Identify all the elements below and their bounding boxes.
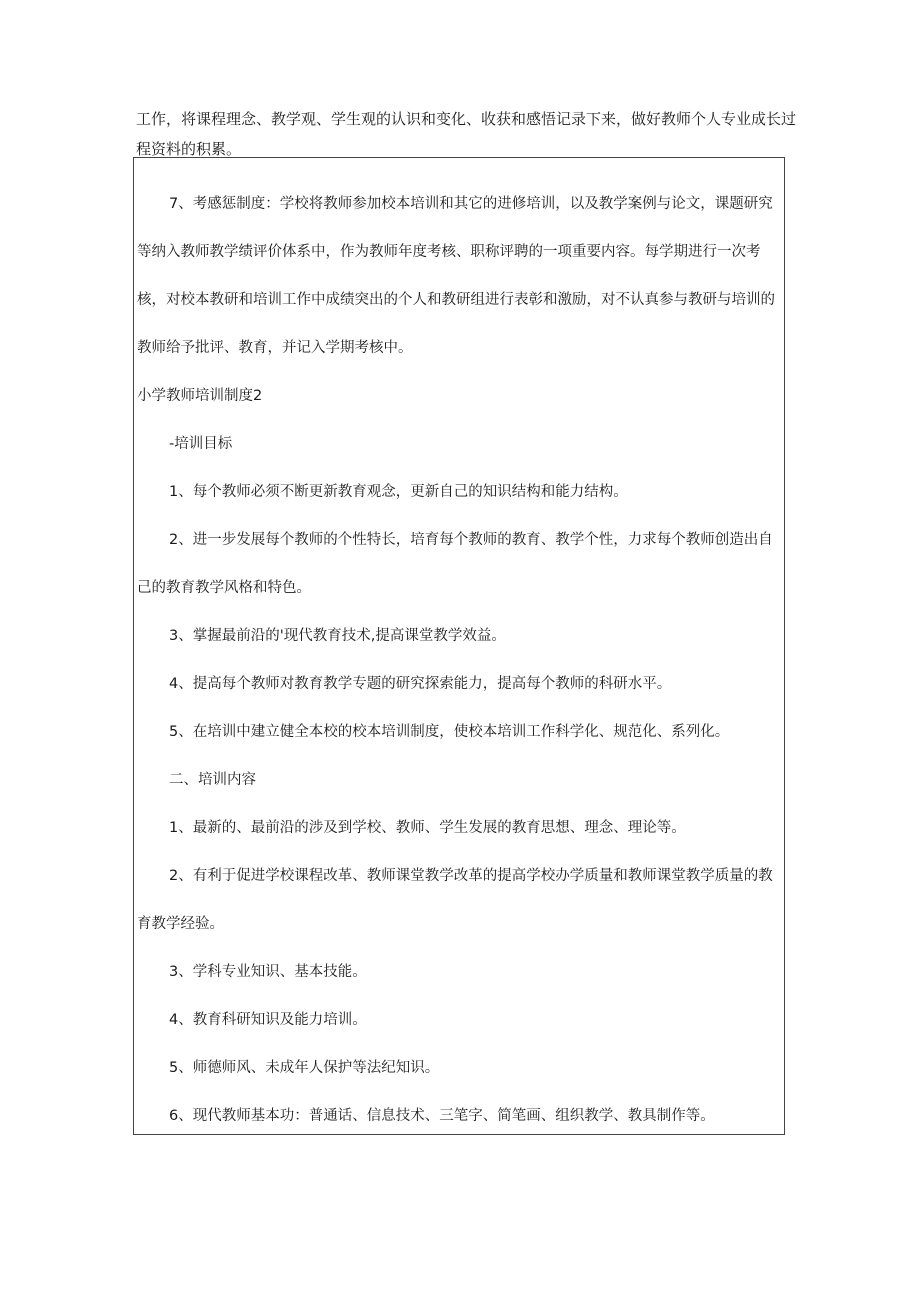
list-item: 2、有利于促进学校课程改革、教师课堂教学改革的提高学校办学质量和教师课堂教学质量的教育教学经验。 <box>137 868 773 932</box>
list-item: 3、学科专业知识、基本技能。 <box>169 964 367 980</box>
content-body <box>137 180 783 1140</box>
section-title: 小学教师培训制度2 <box>137 388 263 404</box>
list-item: 5、师德师风、未成年人保护等法纪知识。 <box>169 1060 440 1076</box>
list-item: 6、现代教师基本功：普通话、信息技术、三笔字、简笔画、组织教学、教具制作等。 <box>169 1108 715 1124</box>
list-item: 5、在培训中建立健全本校的校本培训制度，使校本培训工作科学化、规范化、系列化。 <box>169 724 730 740</box>
list-item: 1、最新的、最前沿的涉及到学校、教师、学生发展的教育思想、理念、理论等。 <box>169 820 686 836</box>
paragraph-assessment-system: 7、考感惩制度：学校将教师参加校本培训和其它的进修培训，以及教学案例与论文，课题研究等纳入教师教学绩评价体系中，作为教师年度考核、职称评聘的一项重要内容。每学期进行一次考核，对校本教研和培训工作中成绩突出的个人和教研组进行表彰和激励，对不认真参与教研与培训的教师给予批评、教育，并记入学期考核中。 <box>137 196 775 356</box>
list-item: 2、进一步发展每个教师的个性特长，培育每个教师的教育、教学个性，力求每个教师创造出自己的教育教学风格和特色。 <box>137 532 773 596</box>
intro-line: 工作，将课程理念、教学观、学生观的认识和变化、收获和感悟记录下来，做好教师个人专业成长过 <box>136 110 797 128</box>
section-heading-content: 二、培训内容 <box>169 772 256 788</box>
intro-paragraph <box>136 104 796 164</box>
list-item: 4、提高每个教师对教育教学专题的研究探索能力，提高每个教师的科研水平。 <box>169 676 672 692</box>
list-item: 3、掌握最前沿的'现代教育技术,提高课堂教学效益。 <box>169 628 506 644</box>
content-box <box>133 157 785 1135</box>
section-heading-goals: -培训目标 <box>169 436 233 452</box>
intro-line: 程资料的积累。 <box>136 140 242 158</box>
list-item: 4、教育科研知识及能力培训。 <box>169 1012 367 1028</box>
list-item: 1、每个教师必须不断更新教育观念，更新自己的知识结构和能力结构。 <box>169 484 628 500</box>
